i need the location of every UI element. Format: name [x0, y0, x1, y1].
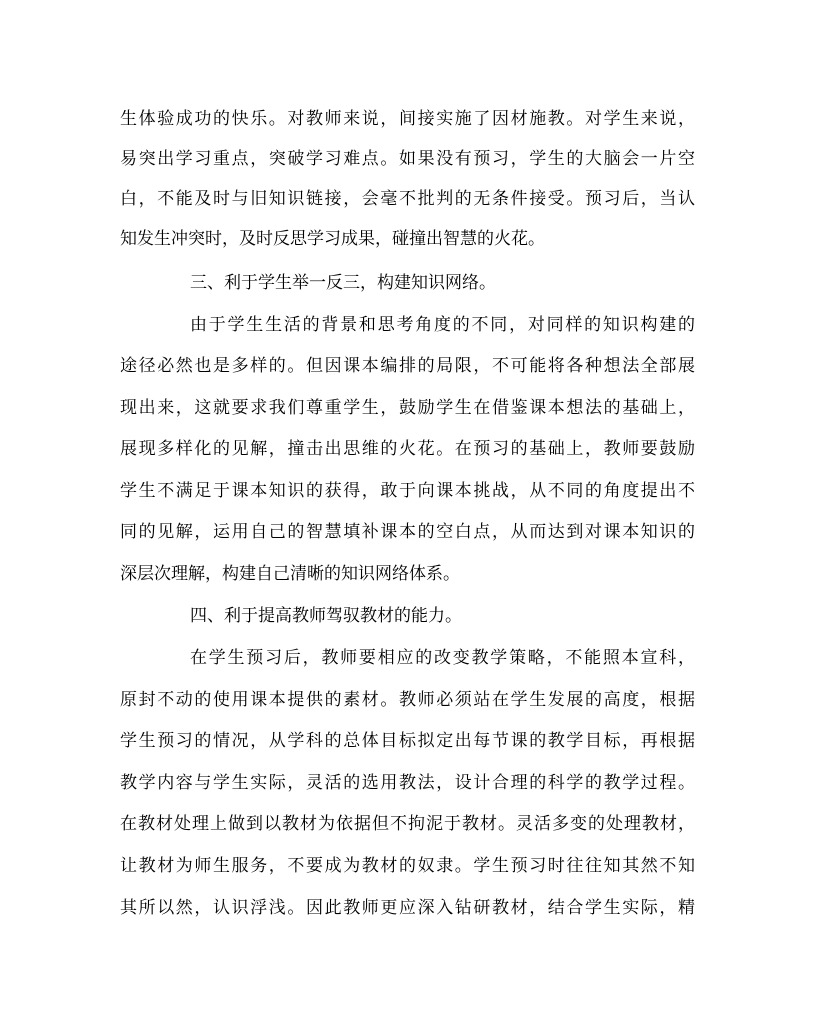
paragraph-line: 展现多样化的见解，撞击出思维的火花。在预习的基础上，教师要鼓励 [120, 439, 695, 459]
paragraph-line: 原封不动的使用课本提供的素材。教师必须站在学生发展的高度，根据 [120, 690, 695, 710]
paragraph-line: 在教材处理上做到以教材为依据但不拘泥于教材。灵活多变的处理教材， [120, 814, 695, 834]
paragraph-line: 白，不能及时与旧知识链接，会毫不批判的无条件接受。预习后，当认 [120, 189, 695, 209]
paragraph-line: 学生预习的情况，从学科的总体目标拟定出每节课的教学目标，再根据 [120, 731, 695, 751]
paragraph-line: 让教材为师生服务，不要成为教材的奴隶。学生预习时往往知其然不知 [120, 856, 695, 876]
paragraph-line: 其所以然，认识浮浅。因此教师更应深入钻研教材，结合学生实际，精 [120, 898, 695, 918]
paragraph-line: 同的见解，运用自己的智慧填补课本的空白点，从而达到对课本知识的 [120, 522, 695, 542]
paragraph-line: 在学生预习后，教师要相应的改变教学策略，不能照本宣科， [190, 648, 695, 668]
paragraph-line: 易突出学习重点，突破学习难点。如果没有预习，学生的大脑会一片空 [120, 149, 695, 169]
section-heading: 三、利于学生举一反三，构建知识网络。 [190, 273, 496, 293]
paragraph-line: 生体验成功的快乐。对教师来说，间接实施了因材施教。对学生来说， [120, 109, 695, 129]
paragraph-line: 由于学生生活的背景和思考角度的不同，对同样的知识构建的 [190, 315, 695, 335]
section-heading: 四、利于提高教师驾驭教材的能力。 [190, 606, 462, 626]
paragraph-line: 学生不满足于课本知识的获得，敢于向课本挑战，从不同的角度提出不 [120, 481, 695, 501]
paragraph-line: 深层次理解，构建自己清晰的知识网络体系。 [120, 564, 460, 584]
paragraph-line: 途径必然也是多样的。但因课本编排的局限，不可能将各种想法全部展 [120, 356, 695, 376]
paragraph-line: 教学内容与学生实际，灵活的选用教法，设计合理的科学的教学过程。 [120, 773, 695, 793]
paragraph-line: 知发生冲突时，及时反思学习成果，碰撞出智慧的火花。 [120, 229, 545, 249]
paragraph-line: 现出来，这就要求我们尊重学生，鼓励学生在借鉴课本想法的基础上， [120, 398, 695, 418]
